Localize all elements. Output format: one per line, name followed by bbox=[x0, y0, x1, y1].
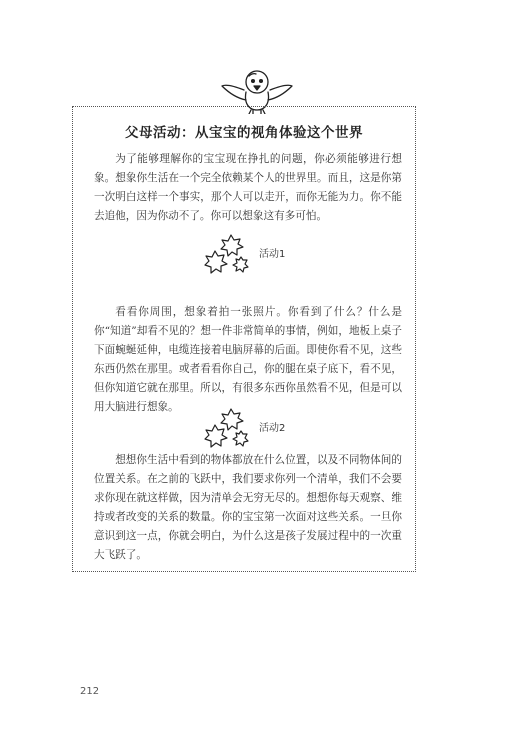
activity-2-paragraph: 想想你生活中看到的物体都放在什么位置，以及不同物体间的位置关系。在之前的飞跃中，我们要求你列一个清单，我们不会要求你现在就这样做，因为清单会无穷无尽的。想想你每天观察、维持或者改变的关系的数量。你的宝宝第一次面对这些关系。一旦你意识到这一点，你就会明白，为什么这是孩子发展过程中的一次重大飞跃了。 bbox=[94, 454, 402, 561]
page-number: 212 bbox=[80, 686, 100, 697]
box-title: 父母活动：从宝宝的视角体验这个世界 bbox=[125, 125, 363, 141]
activity-1-paragraph: 看看你周围，想象着拍一张照片。你看到了什么？什么是你“知道”却看不见的？想一件非常简单的事情，例如，地板上桌子下面蜿蜒延伸，电缆连接着电脑屏幕的后面。即使你看不见，这些东西仍然在那里。或者看看你自己，你的腿在桌子底下，看不见，但你知道它就在那里。所以，有很多东西你虽然看不见，但是可以用大脑进行想象。 bbox=[94, 306, 402, 413]
activity-1-label: 活动1 bbox=[259, 249, 286, 260]
intro-paragraph: 为了能够理解你的宝宝现在挣扎的问题，你必须能够进行想象。想象你生活在一个完全依赖某个人的世界里。而且，这是你第一次明白这样一个事实，那个人可以走开，而你无能为力。你不能去追他，因为你动不了。你可以想象这有多可怕。 bbox=[94, 153, 402, 222]
flowers-icon bbox=[203, 407, 255, 451]
flowers-icon bbox=[203, 233, 255, 277]
parent-activity-box bbox=[72, 106, 416, 572]
activity-2-label: 活动2 bbox=[259, 423, 286, 434]
activity-heading-2 bbox=[203, 407, 323, 451]
activity-heading-1 bbox=[203, 233, 323, 277]
